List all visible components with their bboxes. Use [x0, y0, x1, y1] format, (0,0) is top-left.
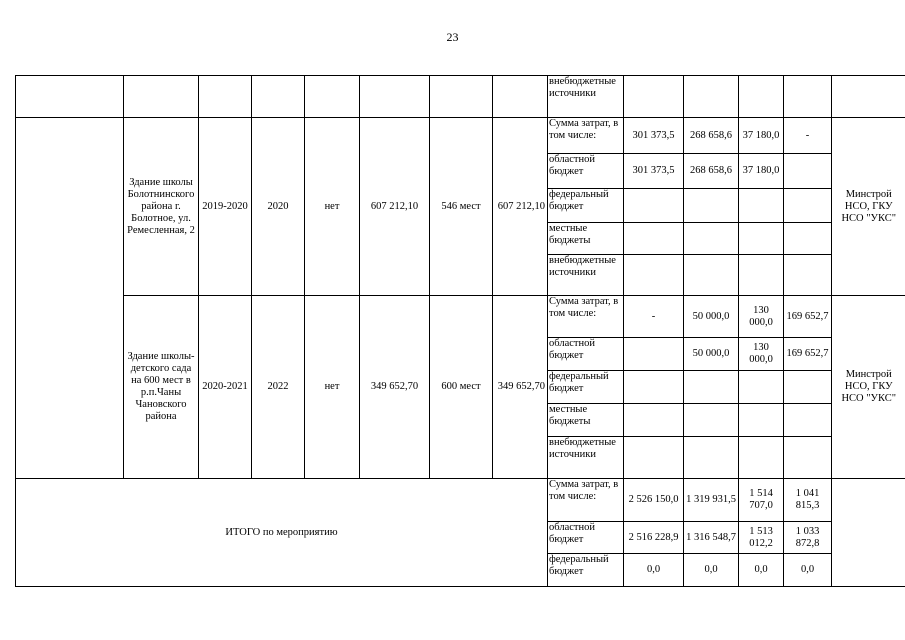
object-name: Здание школы Болотнинского района г. Болотное, ул. Ремесленная, 2 — [124, 118, 199, 296]
value-cell — [684, 223, 739, 255]
value-cell — [624, 223, 684, 255]
source-label: областной бюджет — [548, 522, 624, 554]
period-cell: 2020-2021 — [199, 296, 252, 479]
table-row — [16, 479, 905, 522]
table-row — [16, 118, 905, 154]
source-label: внебюджетные источники — [548, 437, 624, 479]
value-cell — [784, 437, 832, 479]
value-cell: 0,0 — [784, 554, 832, 587]
value-cell — [624, 255, 684, 296]
total-cell: 607 212,10 — [493, 118, 548, 296]
value-cell — [739, 223, 784, 255]
value-cell: 169 652,7 — [784, 296, 832, 338]
year-cell: 2020 — [252, 118, 305, 296]
value-cell: 37 180,0 — [739, 118, 784, 154]
value-cell — [684, 189, 739, 223]
value-cell: 1 033 872,8 — [784, 522, 832, 554]
value-cell: 0,0 — [684, 554, 739, 587]
value-cell: 301 373,5 — [624, 154, 684, 189]
value-cell: 1 319 931,5 — [684, 479, 739, 522]
value-cell: 169 652,7 — [784, 338, 832, 371]
value-cell — [784, 154, 832, 189]
source-label: местные бюджеты — [548, 404, 624, 437]
value-cell: 1 513 012,2 — [739, 522, 784, 554]
value-cell: 0,0 — [739, 554, 784, 587]
budget-table — [15, 75, 905, 587]
value-cell — [784, 255, 832, 296]
owner-cell: Минстрой НСО, ГКУ НСО "УКС" — [832, 296, 905, 479]
source-label: местные бюджеты — [548, 223, 624, 255]
source-label: областной бюджет — [548, 338, 624, 371]
value-cell — [739, 255, 784, 296]
value-cell — [739, 371, 784, 404]
source-label: Сумма затрат, в том числе: — [548, 296, 624, 338]
value-cell: 1 316 548,7 — [684, 522, 739, 554]
total-cell: 349 652,70 — [493, 296, 548, 479]
page-number: 23 — [446, 30, 459, 44]
flag-cell: нет — [305, 118, 360, 296]
value-cell — [684, 437, 739, 479]
source-label: федеральный бюджет — [548, 554, 624, 587]
table-row — [16, 296, 905, 338]
value-cell — [624, 404, 684, 437]
value-cell: 1 041 815,3 — [784, 479, 832, 522]
value-cell — [624, 437, 684, 479]
value-cell — [784, 404, 832, 437]
left-blank-column — [16, 118, 124, 479]
source-label: внебюджетные источники — [548, 76, 624, 118]
value-cell — [784, 223, 832, 255]
value-cell — [624, 189, 684, 223]
value-cell — [784, 371, 832, 404]
value-cell — [684, 404, 739, 437]
value-cell: 268 658,6 — [684, 118, 739, 154]
value-cell: 2 526 150,0 — [624, 479, 684, 522]
value-cell: 37 180,0 — [739, 154, 784, 189]
value-cell — [684, 255, 739, 296]
value-cell: 2 516 228,9 — [624, 522, 684, 554]
source-label: Сумма затрат, в том числе: — [548, 479, 624, 522]
flag-cell: нет — [305, 296, 360, 479]
cost-cell: 349 652,70 — [360, 296, 430, 479]
value-cell: 130 000,0 — [739, 338, 784, 371]
value-cell: - — [624, 296, 684, 338]
total-label: ИТОГО по мероприятию — [16, 479, 548, 587]
cost-cell: 607 212,10 — [360, 118, 430, 296]
source-label: федеральный бюджет — [548, 371, 624, 404]
value-cell: 268 658,6 — [684, 154, 739, 189]
source-label: областной бюджет — [548, 154, 624, 189]
owner-cell: Минстрой НСО, ГКУ НСО "УКС" — [832, 118, 905, 296]
value-cell: - — [784, 118, 832, 154]
value-cell: 50 000,0 — [684, 296, 739, 338]
value-cell — [739, 437, 784, 479]
source-label: Сумма затрат, в том числе: — [548, 118, 624, 154]
value-cell: 0,0 — [624, 554, 684, 587]
table-row — [16, 76, 905, 118]
value-cell: 50 000,0 — [684, 338, 739, 371]
value-cell — [684, 371, 739, 404]
object-name: Здание школы-детского сада на 600 мест в р.п.Чаны Чановского района — [124, 296, 199, 479]
year-cell: 2022 — [252, 296, 305, 479]
value-cell: 301 373,5 — [624, 118, 684, 154]
value-cell: 130 000,0 — [739, 296, 784, 338]
value-cell — [739, 404, 784, 437]
source-label: внебюджетные источники — [548, 255, 624, 296]
value-cell — [624, 371, 684, 404]
source-label: федеральный бюджет — [548, 189, 624, 223]
capacity-cell: 546 мест — [430, 118, 493, 296]
value-cell — [784, 189, 832, 223]
value-cell: 1 514 707,0 — [739, 479, 784, 522]
value-cell — [739, 189, 784, 223]
period-cell: 2019-2020 — [199, 118, 252, 296]
value-cell — [624, 338, 684, 371]
capacity-cell: 600 мест — [430, 296, 493, 479]
